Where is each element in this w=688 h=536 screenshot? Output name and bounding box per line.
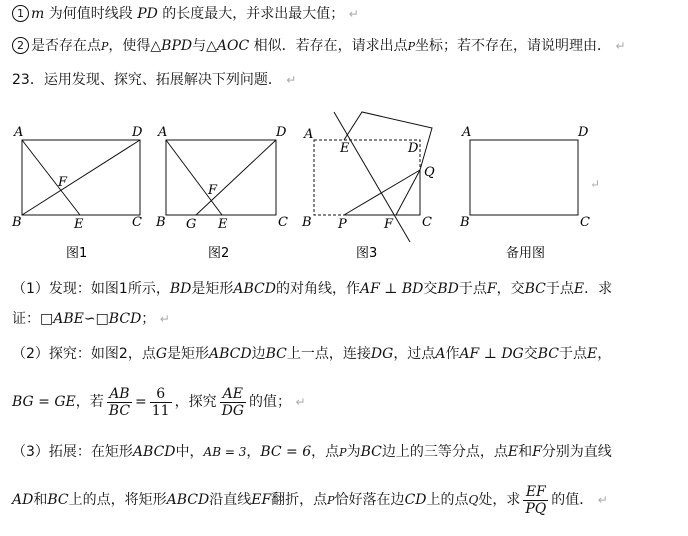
fig2-line-dg [196,140,276,215]
denominator: DG [221,402,245,419]
return-mark-icon: ↵ [286,73,297,87]
figure-2 [155,125,288,261]
fig2-line-ae [166,140,222,215]
q2-line1 [12,344,611,364]
math: AD [12,492,34,508]
fraction-ab-bc [107,386,132,419]
fig3-label-c: C [422,215,432,230]
math: □ABE∽□BCD [40,311,142,327]
math: BC [524,281,546,297]
text: ； [141,311,156,327]
fig4-rectangle [470,140,578,215]
q2-line2 [12,384,306,420]
text: ，探究 [174,394,217,410]
fig2-label-g: G [186,217,197,232]
fig1-diagonal-bd [22,140,140,215]
math: A [435,346,446,362]
fig1-label-f: F [58,175,68,190]
var-m: m [31,6,45,22]
fig3-label-a: A [304,127,314,142]
text: 于点 [545,281,574,297]
text: （3）拓展：在矩形 [12,444,133,460]
math: Q [468,493,479,507]
text: （2）探究：如图2，点 [12,346,156,362]
figure-1 [11,125,143,261]
fig4-label-c: C [580,215,590,230]
text: 分别为直线 [541,444,612,460]
fig4-label-a: A [462,125,472,140]
fraction-6-11 [150,386,172,419]
text: ， [246,444,261,460]
figure-spare [459,125,600,261]
text: 的对角线，作 [275,281,360,297]
q1-line1 [12,279,612,299]
circled-marker: 1 [12,5,29,22]
math: P [327,494,335,507]
text: 的值． [551,492,594,508]
fraction-ae-dg [220,386,246,419]
fig1-label-d: D [132,125,143,140]
math: AF ⊥ BD [359,281,424,297]
text: 边 [251,346,266,362]
text: 是否存在点 [31,38,101,54]
text: ，使得 [108,38,151,54]
text: 是矩形 [167,346,210,362]
fig3-label-p: P [338,217,347,232]
triangle-bpd: △BPD [150,38,193,54]
text: 坐标；若不存在，请说明理由． [415,38,612,54]
fig1-label-e: E [74,217,84,232]
math: E [507,444,519,460]
math: P [339,446,347,459]
math: BD [437,281,459,297]
text: 恰好落在边 [334,492,405,508]
fig3-folded-part [344,112,432,170]
fig2-label-c: C [278,215,288,230]
text: 于点 [559,346,588,362]
fig2-label-d: D [276,125,287,140]
numerator: AE [220,386,246,403]
math: ABCD [209,346,252,362]
text: ，若 [75,394,104,410]
return-mark-icon: ↵ [159,312,170,326]
math: BC [265,346,287,362]
text: ，点 [311,444,340,460]
fig2-rectangle [166,140,276,215]
text: 翻折，点 [271,492,328,508]
text: 上的点 [426,492,469,508]
fig4-label-b: B [460,215,470,230]
math: EF [251,492,272,508]
math: BD [169,281,192,297]
fig1-label-a: A [14,125,24,140]
math: ABCD [132,444,176,460]
text: 作 [445,346,460,362]
return-mark-icon: ↵ [597,493,608,507]
math: F [486,281,497,297]
text: ．求 [584,281,613,297]
text: 和 [518,444,533,460]
segment-pd: PD [137,6,158,22]
text: 与 [192,38,207,54]
fig1-label-c: C [132,215,142,230]
text: 边上的三等分点，点 [381,444,508,460]
var-p: P [407,40,416,53]
fig3-label-e: E [340,141,350,156]
caption-fig1: 图1 [66,246,88,261]
fig2-label-e: E [218,217,228,232]
fig2-label-a: A [158,125,168,140]
heading-text: 23．运用发现、探究、拓展解决下列问题． [12,72,282,88]
denominator: 11 [151,402,170,419]
p23-heading [12,70,296,90]
text: 是矩形 [191,281,234,297]
fig2-label-f: F [208,183,218,198]
return-mark-icon: ↵ [295,395,306,409]
text: 交 [523,346,538,362]
text: 中， [175,444,204,460]
return-mark-icon: ↵ [590,177,601,191]
math: ABCD [166,492,210,508]
math: BC [537,346,560,362]
fig3-label-f: F [384,217,394,232]
fig2-label-b: B [156,215,166,230]
text: 上一点，连接 [286,346,371,362]
math: BC = 6 [260,444,312,460]
math: E [587,346,598,362]
fraction-ef-pq [523,484,548,517]
fig3-line-pq [344,170,420,215]
text: 为何值时线段 [48,6,133,22]
text: 处，求 [478,492,521,508]
math: ABCD [233,281,276,297]
text: ，过点 [393,346,436,362]
p22-part2 [12,36,626,57]
text: 相似．若存在，请求出点 [253,38,408,54]
text: 交 [423,281,438,297]
triangle-aoc: △AOC [206,38,250,54]
figure-3 [301,112,435,261]
math: BC [360,444,382,460]
text: 证： [12,311,40,327]
q3-line1 [12,442,612,463]
math: E [573,281,585,297]
math: CD [404,492,427,508]
math: BC [47,492,69,508]
text: ，交 [496,281,525,297]
math: AB = 3 [203,445,247,459]
fig1-label-b: B [12,215,22,230]
caption-fig2: 图2 [208,246,230,261]
caption-spare: 备用图 [506,246,546,261]
denominator: PQ [525,500,547,517]
text: 沿直线 [209,492,252,508]
text: ， [597,346,612,362]
math: DG [370,346,394,362]
q3-line2 [12,482,608,519]
text: （1）发现：如图1所示， [12,281,170,297]
math: G [155,346,168,362]
figures-area [0,110,688,270]
equals-sign: = [135,394,147,410]
caption-fig3: 图3 [356,246,378,261]
q1-line2 [12,309,170,329]
math: F [532,444,542,460]
text: 的值； [249,394,292,410]
fig3-label-b: B [302,215,312,230]
return-mark-icon: ↵ [348,7,359,21]
fig1-line-ae [22,140,80,215]
fig3-dashed-rectangle [314,140,420,215]
circled-marker: 2 [12,37,29,54]
fig3-label-d: D [408,141,419,156]
text: 和 [33,492,48,508]
p22-part1 [12,4,359,24]
text: 为 [346,444,361,460]
text: 上的点，将矩形 [68,492,167,508]
math: AF ⊥ DG [459,346,524,362]
numerator: 6 [150,386,172,403]
fig4-label-d: D [578,125,589,140]
denominator: BC [108,402,131,419]
return-mark-icon: ↵ [615,39,626,53]
text: 于点 [458,281,487,297]
text: 的长度最大，并求出最大值； [162,6,345,22]
numerator: AB [107,386,132,403]
fig3-label-q: Q [424,165,435,180]
numerator: EF [523,484,548,501]
var-p: P [101,40,109,53]
math: BG = GE [12,394,76,410]
